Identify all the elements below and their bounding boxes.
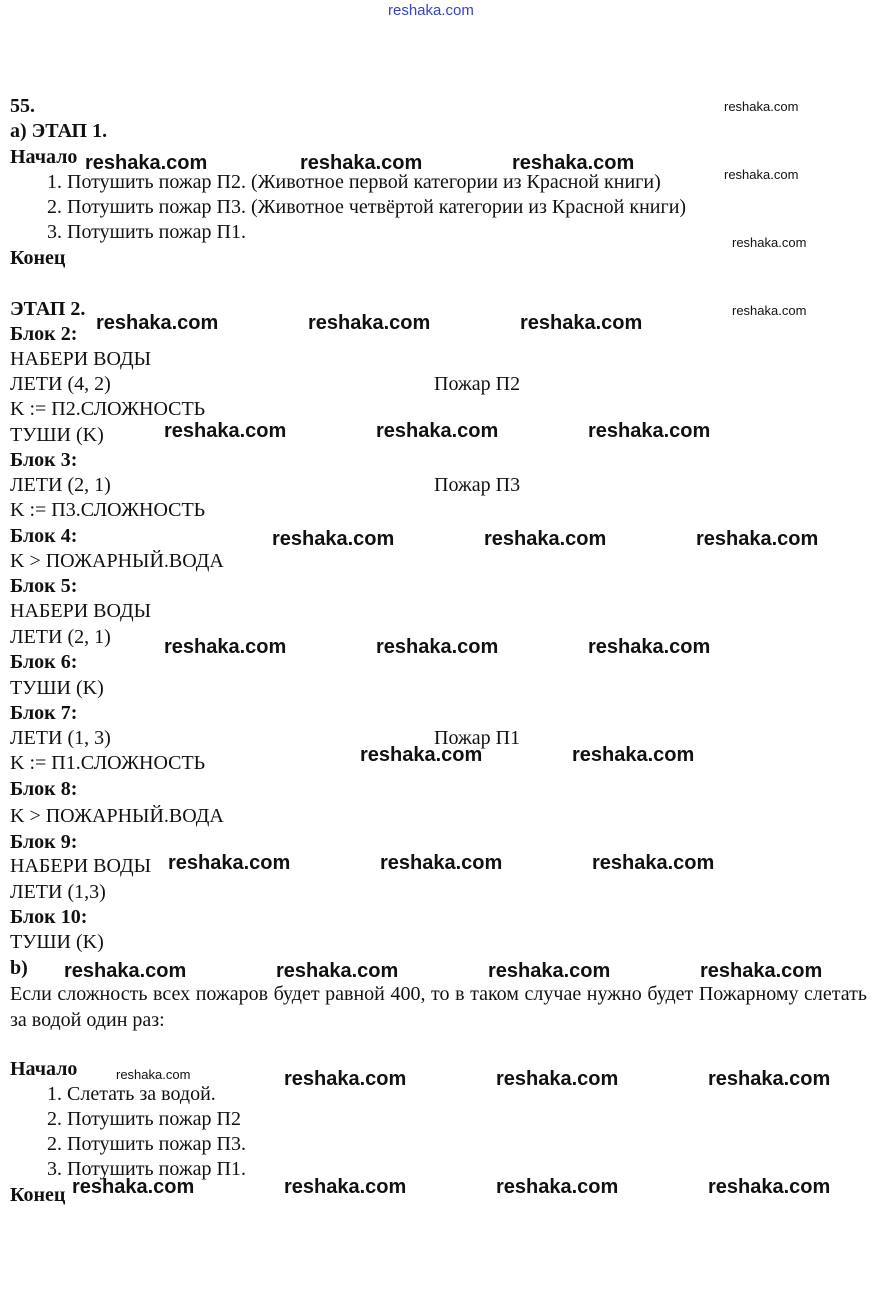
code-line: НАБЕРИ ВОДЫ <box>10 348 152 370</box>
watermark: reshaka.com <box>488 960 611 982</box>
plan-b-end: Конец <box>10 1184 66 1206</box>
watermark: reshaka.com <box>520 312 643 334</box>
block-label: Блок 7: <box>10 702 78 724</box>
stage1-step: 3. Потушить пожар П1. <box>47 221 246 243</box>
watermark: reshaka.com <box>572 744 695 766</box>
code-line: ТУШИ (K) <box>10 424 104 446</box>
watermark: reshaka.com <box>708 1068 831 1090</box>
code-line: НАБЕРИ ВОДЫ <box>10 600 152 622</box>
code-line: НАБЕРИ ВОДЫ <box>10 855 152 877</box>
task-number: 55. <box>10 95 35 117</box>
block-label: Блок 3: <box>10 449 78 471</box>
block-label: Блок 10: <box>10 906 88 928</box>
stage1-begin: Начало <box>10 146 78 168</box>
code-line: K > ПОЖАРНЫЙ.ВОДА <box>10 805 224 827</box>
watermark: reshaka.com <box>360 744 483 766</box>
watermark: reshaka.com <box>380 852 503 874</box>
watermark: reshaka.com <box>588 636 711 658</box>
site-link[interactable]: reshaka.com <box>388 2 474 19</box>
watermark: reshaka.com <box>308 312 431 334</box>
watermark: reshaka.com <box>284 1068 407 1090</box>
watermark: reshaka.com <box>276 960 399 982</box>
watermark: reshaka.com <box>484 528 607 550</box>
part-b-heading: b) <box>10 957 28 979</box>
watermark: reshaka.com <box>116 1067 191 1082</box>
plan-b-step: 2. Потушить пожар П3. <box>47 1133 246 1155</box>
plan-b-step: 3. Потушить пожар П1. <box>47 1158 246 1180</box>
block-label: Блок 5: <box>10 575 78 597</box>
watermark: reshaka.com <box>496 1068 619 1090</box>
watermark: reshaka.com <box>700 960 823 982</box>
block-label: Блок 4: <box>10 525 78 547</box>
watermark: reshaka.com <box>724 167 799 182</box>
watermark: reshaka.com <box>164 420 287 442</box>
block-label: Блок 2: <box>10 323 78 345</box>
watermark: reshaka.com <box>72 1176 195 1198</box>
code-line: K := П1.СЛОЖНОСТЬ <box>10 752 206 774</box>
watermark: reshaka.com <box>732 303 807 318</box>
plan-b-begin: Начало <box>10 1058 78 1080</box>
watermark: reshaka.com <box>496 1176 619 1198</box>
code-line: ЛЕТИ (1,3) <box>10 881 106 903</box>
code-line: K := П2.СЛОЖНОСТЬ <box>10 398 206 420</box>
stage1-end: Конец <box>10 247 66 269</box>
watermark: reshaka.com <box>724 99 799 114</box>
watermark: reshaka.com <box>708 1176 831 1198</box>
fire-note: Пожар П2 <box>434 373 521 395</box>
code-line: ТУШИ (K) <box>10 677 104 699</box>
stage1-step: 1. Потушить пожар П2. (Животное первой категории из Красной книги) <box>47 171 661 193</box>
watermark: reshaka.com <box>272 528 395 550</box>
watermark: reshaka.com <box>512 152 635 174</box>
code-line: ЛЕТИ (2, 1) <box>10 626 111 648</box>
fire-note: Пожар П3 <box>434 474 521 496</box>
code-line: K := П3.СЛОЖНОСТЬ <box>10 499 206 521</box>
block-label: Блок 9: <box>10 831 78 853</box>
block-label: Блок 8: <box>10 778 78 800</box>
fire-note: Пожар П1 <box>434 727 521 749</box>
code-line: K > ПОЖАРНЫЙ.ВОДА <box>10 550 224 572</box>
part-b-paragraph: Если сложность всех пожаров будет равной 400, то в таком случае нужно будет Пожарному слетать за водой один раз: <box>10 983 867 1031</box>
watermark: reshaka.com <box>376 420 499 442</box>
plan-b-step: 1. Слетать за водой. <box>47 1083 216 1105</box>
code-line: ЛЕТИ (2, 1) <box>10 474 111 496</box>
watermark: reshaka.com <box>732 235 807 250</box>
stage2-heading: ЭТАП 2. <box>10 298 86 320</box>
stage1-step: 2. Потушить пожар П3. (Животное четвёртой категории из Красной книги) <box>47 196 687 218</box>
watermark: reshaka.com <box>300 152 423 174</box>
code-line: ЛЕТИ (4, 2) <box>10 373 111 395</box>
watermark: reshaka.com <box>696 528 819 550</box>
watermark: reshaka.com <box>592 852 715 874</box>
watermark: reshaka.com <box>588 420 711 442</box>
watermark: reshaka.com <box>376 636 499 658</box>
watermark: reshaka.com <box>85 152 208 174</box>
watermark: reshaka.com <box>284 1176 407 1198</box>
watermark: reshaka.com <box>168 852 291 874</box>
watermark: reshaka.com <box>164 636 287 658</box>
code-line: ТУШИ (K) <box>10 931 104 953</box>
stage1-heading: а) ЭТАП 1. <box>10 120 108 142</box>
plan-b-step: 2. Потушить пожар П2 <box>47 1108 241 1130</box>
watermark: reshaka.com <box>64 960 187 982</box>
block-label: Блок 6: <box>10 651 78 673</box>
watermark: reshaka.com <box>96 312 219 334</box>
code-line: ЛЕТИ (1, 3) <box>10 727 111 749</box>
